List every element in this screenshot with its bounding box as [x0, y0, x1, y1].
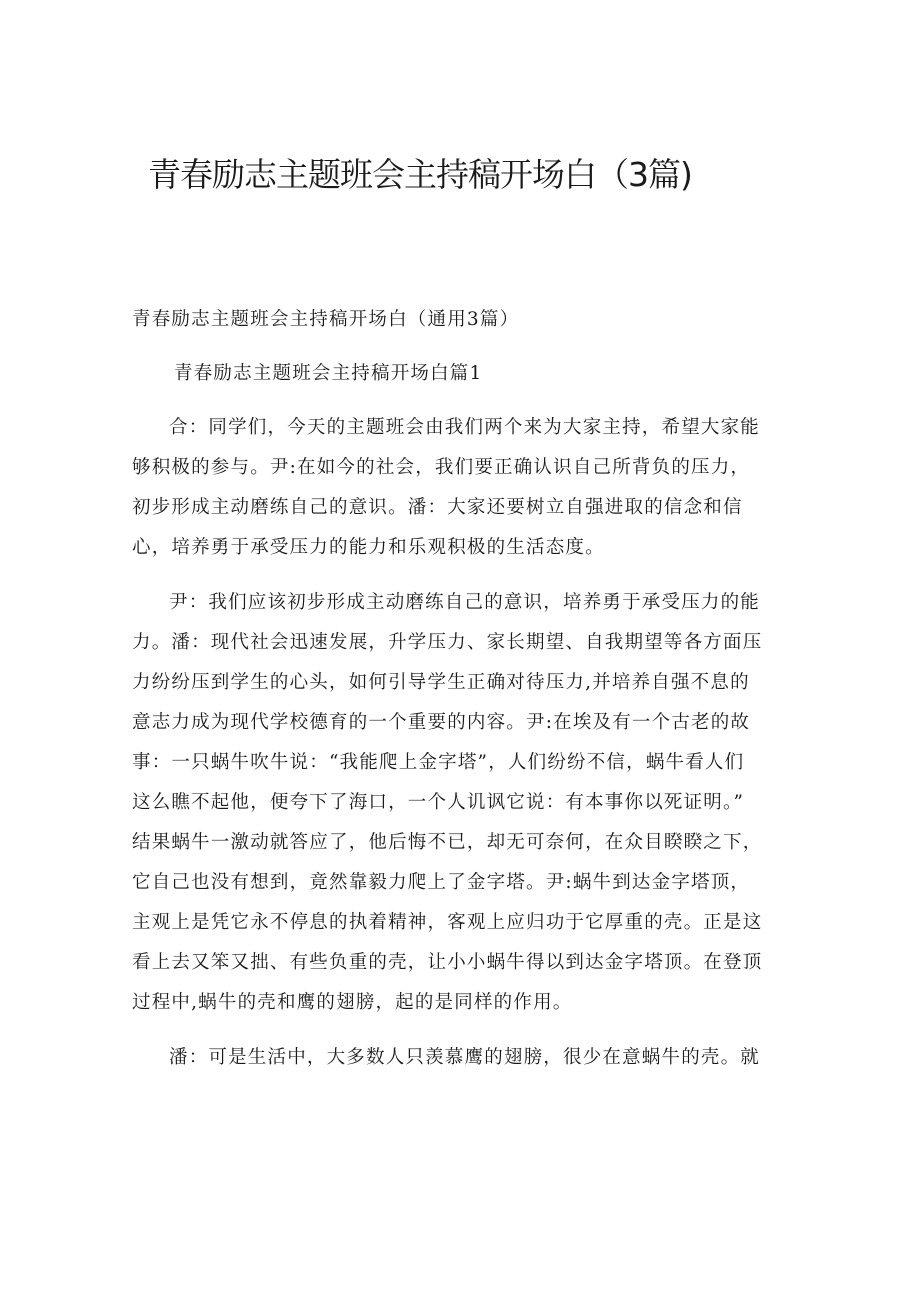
paragraph-line: 过程中,蜗牛的壳和鹰的翅膀，起的是同样的作用。 — [132, 992, 573, 1013]
paragraph-line: 它自己也没有想到，竟然靠毅力爬上了金字塔。尹:蜗牛到达金字塔顶， — [132, 872, 751, 893]
paragraph-line: 初步形成主动磨练自己的意识。潘：大家还要树立自强进取的信念和信 — [132, 497, 743, 518]
paragraph-line: 看上去又笨又拙、有些负重的壳，让小小蜗牛得以到达金字塔顶。在登顶 — [132, 952, 763, 973]
paragraph-line: 这么瞧不起他，便夸下了海口，一个人讥讽它说：有本事你以死证明。” — [132, 792, 745, 813]
paragraph-line: 尹：我们应该初步形成主动磨练自己的意识，培养勇于承受压力的能 — [169, 592, 761, 613]
paragraph-line: 心，培养勇于承受压力的能力和乐观积极的生活态度。 — [132, 537, 605, 558]
paragraph-1 — [132, 408, 792, 568]
paragraph-line: 主观上是凭它永不停息的执着精神，客观上应归功于它厚重的壳。正是这 — [132, 912, 763, 933]
paragraph-2 — [132, 583, 792, 1023]
paragraph-3 — [132, 1038, 792, 1078]
paragraph-line: 合：同学们，今天的主题班会由我们两个来为大家主持，希望大家能 — [169, 417, 761, 438]
document-title: 青春励志主题班会主持稿开场白（3篇) — [148, 155, 692, 194]
document-subtitle: 青春励志主题班会主持稿开场白（通用3篇） — [132, 309, 520, 330]
article-heading: 青春励志主题班会主持稿开场白篇1 — [174, 363, 483, 384]
paragraph-line: 潘：可是生活中，大多数人只羡慕鹰的翅膀，很少在意蜗牛的壳。就 — [169, 1047, 761, 1068]
document-body — [132, 300, 792, 1093]
paragraph-line: 事：一只蜗牛吹牛说：“我能爬上金字塔”，人们纷纷不信，蜗牛看人们 — [132, 752, 745, 773]
paragraph-line: 结果蜗牛一激动就答应了，他后悔不已，却无可奈何，在众目睽睽之下， — [132, 832, 763, 853]
paragraph-line: 意志力成为现代学校德育的一个重要的内容。尹:在埃及有一个古老的故 — [132, 712, 751, 733]
paragraph-line: 力。潘：现代社会迅速发展，升学压力、家长期望、自我期望等各方面压 — [132, 632, 763, 653]
paragraph-line: 力纷纷压到学生的心头，如何引导学生正确对待压力,并培养自强不息的 — [132, 672, 750, 693]
paragraph-line: 够积极的参与。尹:在如今的社会，我们要正确认识自己所背负的压力， — [132, 457, 751, 478]
